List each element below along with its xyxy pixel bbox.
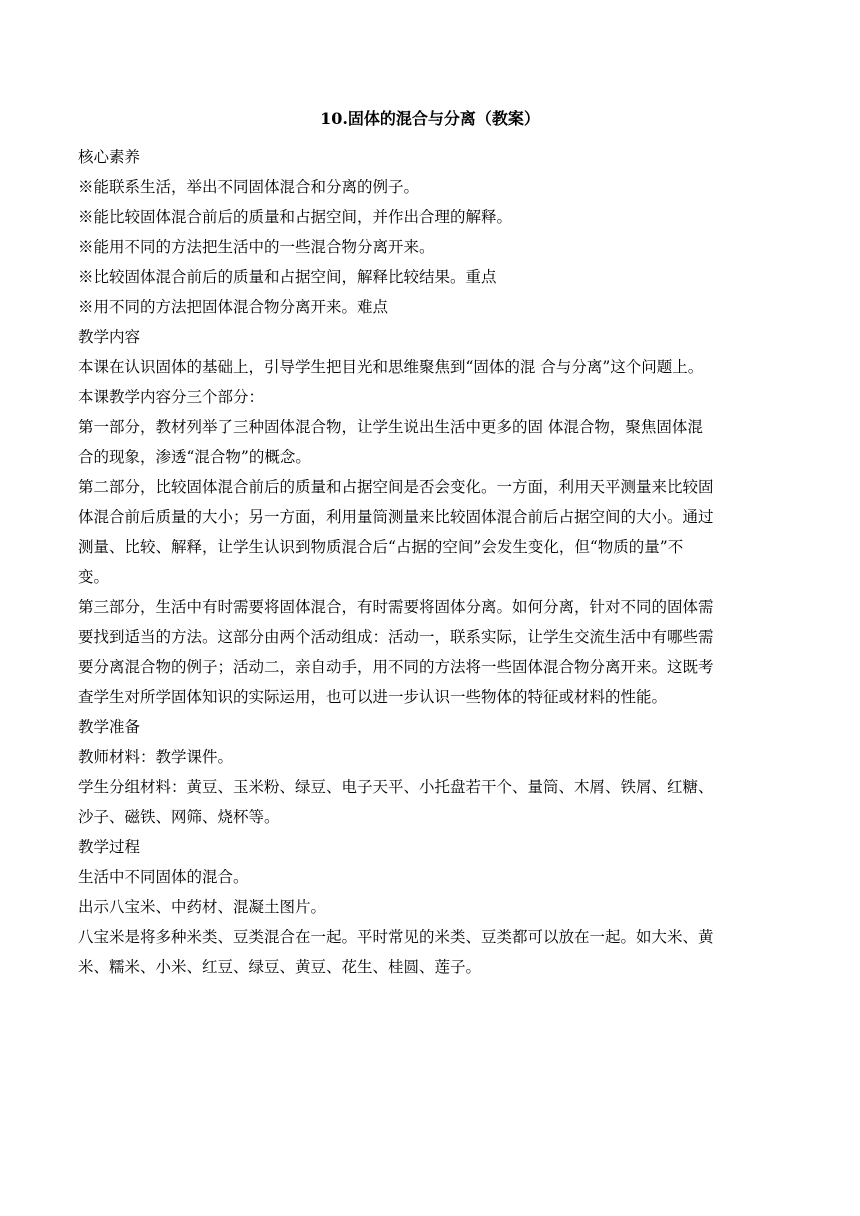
section-heading-teaching-process: 教学过程 bbox=[78, 838, 141, 856]
text-line: 第三部分，生活中有时需要将固体混合，有时需要将固体分离。如何分离，针对不同的固体需 bbox=[78, 598, 714, 616]
text-line: ※能比较固体混合前后的质量和占据空间，并作出合理的解释。 bbox=[78, 208, 513, 226]
text-line: 第二部分，比较固体混合前后的质量和占据空间是否会变化。一方面，利用天平测量来比较固 bbox=[78, 478, 714, 496]
text-line: 查学生对所学固体知识的实际运用，也可以进一步认识一些物体的特征或材料的性能。 bbox=[78, 688, 668, 706]
text-line: 出示八宝米、中药材、混凝土图片。 bbox=[78, 898, 327, 916]
text-line: 学生分组材料：黄豆、玉米粉、绿豆、电子天平、小托盘若干个、量筒、木屑、铁屑、红糖、 bbox=[78, 778, 714, 796]
text-line: 本课教学内容分三个部分： bbox=[78, 388, 265, 406]
text-line: ※比较固体混合前后的质量和占据空间，解释比较结果。重点 bbox=[78, 268, 497, 286]
document-body bbox=[78, 142, 788, 982]
text-line: 教师材料：教学课件。 bbox=[78, 748, 234, 766]
text-line: 米、糯米、小米、红豆、绿豆、黄豆、花生、桂圆、莲子。 bbox=[78, 958, 482, 976]
text-line: 要分离混合物的例子；活动二，亲自动手，用不同的方法将一些固体混合物分离开来。这既考 bbox=[78, 658, 714, 676]
text-line: 要找到适当的方法。这部分由两个活动组成：活动一，联系实际，让学生交流生活中有哪些需 bbox=[78, 628, 714, 646]
text-line: 本课在认识固体的基础上，引导学生把目光和思维聚焦到“固体的混 合与分离”这个问题上。 bbox=[78, 358, 704, 376]
text-line: 第一部分，教材列举了三种固体混合物，让学生说出生活中更多的固 体混合物，聚焦固体混 bbox=[78, 418, 703, 436]
text-line: 体混合前后质量的大小；另一方面，利用量筒测量来比较固体混合前后占据空间的大小。通过 bbox=[78, 508, 714, 526]
text-line: 生活中不同固体的混合。 bbox=[78, 868, 249, 886]
text-line: 八宝米是将多种米类、豆类混合在一起。平时常见的米类、豆类都可以放在一起。如大米、黄 bbox=[78, 928, 714, 946]
text-line: 测量、比较、解释，让学生认识到物质混合后“占据的空间”会发生变化，但“物质的量”不 bbox=[78, 538, 684, 556]
text-line: ※能联系生活，举出不同固体混合和分离的例子。 bbox=[78, 178, 420, 196]
text-line: 变。 bbox=[78, 568, 110, 586]
text-line: 沙子、磁铁、网筛、烧杯等。 bbox=[78, 808, 280, 826]
section-heading-core-literacy: 核心素养 bbox=[78, 148, 141, 166]
text-line: ※能用不同的方法把生活中的一些混合物分离开来。 bbox=[78, 238, 435, 256]
document-title: 10.固体的混合与分离（教案） bbox=[320, 109, 540, 128]
section-heading-teaching-preparation: 教学准备 bbox=[78, 718, 141, 736]
text-line: 合的现象，渗透“混合物”的概念。 bbox=[78, 448, 311, 466]
text-line: ※用不同的方法把固体混合物分离开来。难点 bbox=[78, 298, 389, 316]
section-heading-teaching-content: 教学内容 bbox=[78, 328, 141, 346]
